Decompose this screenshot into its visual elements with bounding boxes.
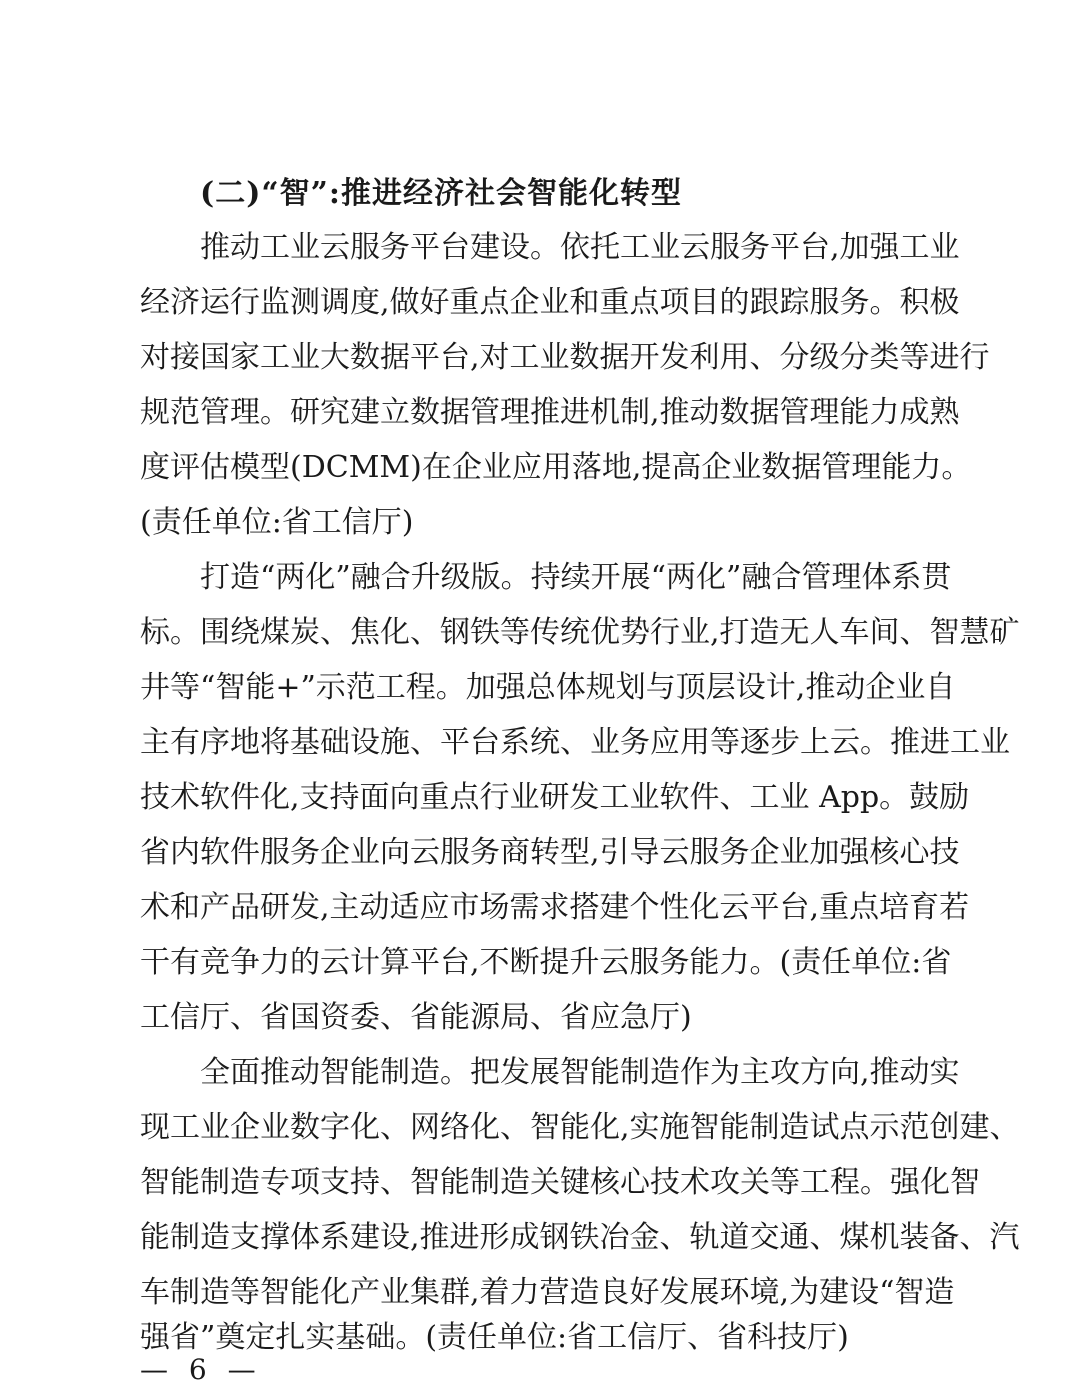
- paragraph-line: 全面推动智能制造。把发展智能制造作为主攻方向,推动实: [200, 1055, 960, 1090]
- paragraph-line: 井等“智能+”示范工程。加强总体规划与顶层设计,推动企业自: [140, 670, 956, 705]
- paragraph-line: 车制造等智能化产业集群,着力营造良好发展环境,为建设“智造: [140, 1275, 955, 1310]
- paragraph-line: 技术软件化,支持面向重点行业研发工业软件、工业 App。鼓励: [140, 780, 970, 815]
- paragraph-line: 规范管理。研究建立数据管理推进机制,推动数据管理能力成熟: [140, 395, 960, 430]
- paragraph-line: 工信厅、省国资委、省能源局、省应急厅): [140, 1000, 692, 1035]
- page-number: — 6 —: [140, 1353, 262, 1386]
- paragraph-line: 智能制造专项支持、智能制造关键核心技术攻关等工程。强化智: [140, 1165, 980, 1200]
- paragraph-line: 强省”奠定扎实基础。(责任单位:省工信厅、省科技厅): [140, 1320, 849, 1355]
- paragraph-line: 度评估模型(DCMM)在企业应用落地,提高企业数据管理能力。: [140, 450, 972, 485]
- paragraph-line: 对接国家工业大数据平台,对工业数据开发利用、分级分类等进行: [140, 340, 990, 375]
- paragraph-line: 打造“两化”融合升级版。持续开展“两化”融合管理体系贯: [200, 560, 952, 595]
- paragraph-line: 干有竞争力的云计算平台,不断提升云服务能力。(责任单位:省: [140, 945, 952, 980]
- paragraph-line: 标。围绕煤炭、焦化、钢铁等传统优势行业,打造无人车间、智慧矿: [140, 615, 1020, 650]
- section-heading: (二)“智”:推进经济社会智能化转型: [200, 176, 682, 211]
- paragraph-line: (责任单位:省工信厅): [140, 505, 414, 540]
- paragraph-line: 经济运行监测调度,做好重点企业和重点项目的跟踪服务。积极: [140, 285, 960, 320]
- paragraph-line: 省内软件服务企业向云服务商转型,引导云服务企业加强核心技: [140, 835, 960, 870]
- paragraph-line: 现工业企业数字化、网络化、智能化,实施智能制造试点示范创建、: [140, 1110, 1020, 1145]
- paragraph-line: 术和产品研发,主动适应市场需求搭建个性化云平台,重点培育若: [140, 890, 970, 925]
- paragraph-line: 推动工业云服务平台建设。依托工业云服务平台,加强工业: [200, 230, 960, 265]
- paragraph-line: 主有序地将基础设施、平台系统、业务应用等逐步上云。推进工业: [140, 725, 1010, 760]
- paragraph-line: 能制造支撑体系建设,推进形成钢铁冶金、轨道交通、煤机装备、汽: [140, 1220, 1020, 1255]
